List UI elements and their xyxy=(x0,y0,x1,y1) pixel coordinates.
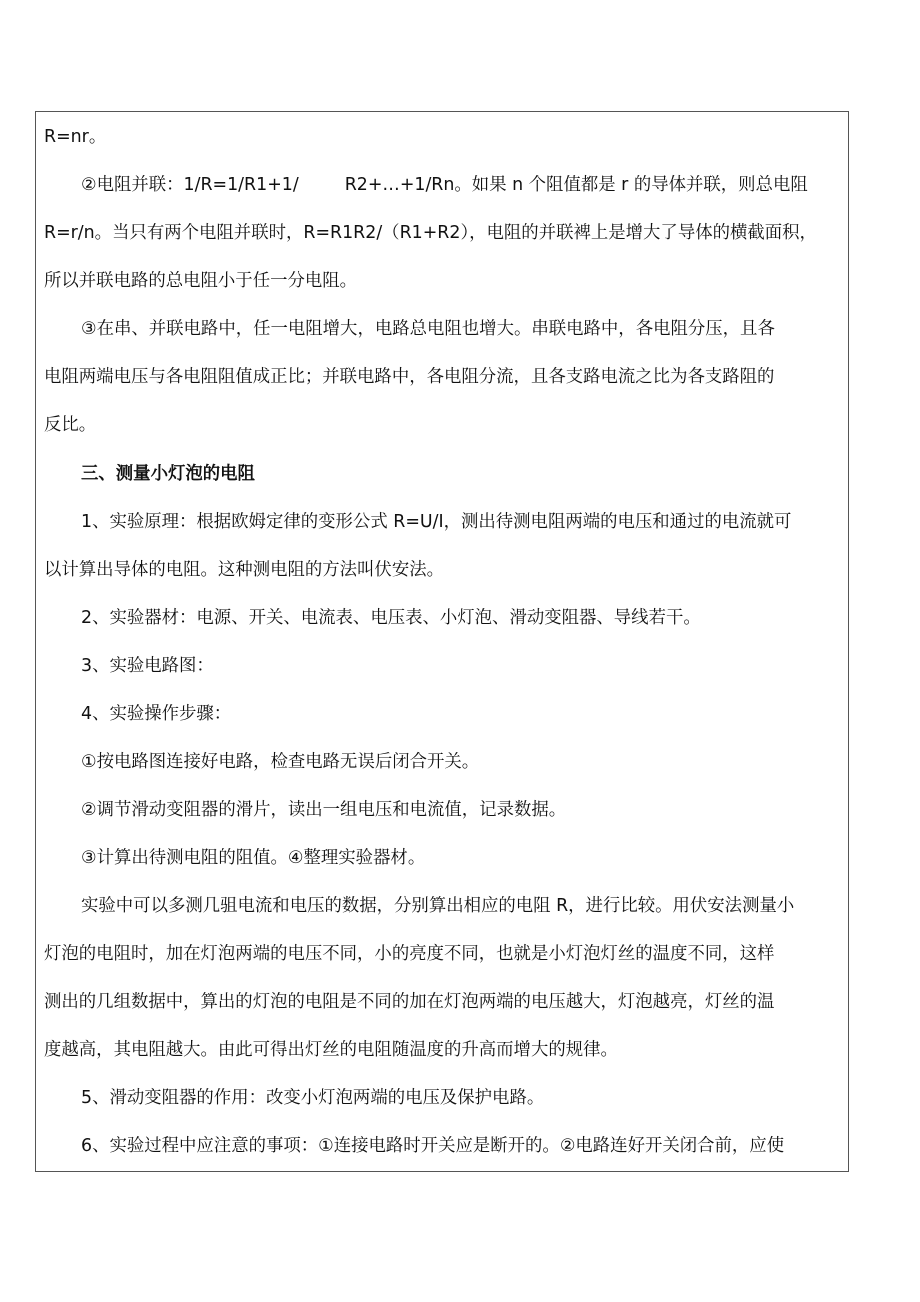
text-line: ②调节滑动变阻器的滑片，读出一组电压和电流值，记录数据。 xyxy=(81,800,567,820)
text-line: ③计算出待测电阻的阻值。④整理实验器材。 xyxy=(81,848,426,868)
text-line: 以计算出导体的电阻。这种测电阻的方法叫伏安法。 xyxy=(44,560,444,580)
text-fragment: ②电阻并联：1/R=1/R1+1/ xyxy=(81,175,299,195)
text-line: R=r/n。当只有两个电阻并联时，R=R1R2/（R1+R2），电阻的并联裨上是增大了导体的横截面积， xyxy=(44,223,817,243)
text-line: ③在串、并联电路中，任一电阻增大，电路总电阻也增大。串联电路中，各电阻分压，且各 xyxy=(81,319,775,339)
text-line: ①按电路图连接好电路，检查电路无误后闭合开关。 xyxy=(81,752,480,772)
text-line: 灯泡的电阻时，加在灯泡两端的电压不同，小的亮度不同，也就是小灯泡灯丝的温度不同，这样 xyxy=(44,944,775,964)
section-heading: 三、测量小灯泡的电阻 xyxy=(81,464,255,484)
text-line: 反比。 xyxy=(44,415,97,435)
text-line: 2、实验器材：电源、开关、电流表、电压表、小灯泡、滑动变阻器、导线若干。 xyxy=(81,608,701,628)
text-line: 度越高，其电阻越大。由此可得出灯丝的电阻随温度的升高而增大的规律。 xyxy=(44,1040,618,1060)
document-frame xyxy=(35,111,849,1172)
text-line: 4、实验操作步骤： xyxy=(81,704,232,724)
text-line: 所以并联电路的总电阻小于任一分电阻。 xyxy=(44,271,358,291)
text-line: 6、实验过程中应注意的事项：①连接电路时开关应是断开的。②电路连好开关闭合前，应使 xyxy=(81,1136,785,1156)
text-line: 1、实验原理：根据欧姆定律的变形公式 R=U/I，测出待测电阻两端的电压和通过的电流就可 xyxy=(81,512,792,532)
text-line: 电阻两端电压与各电阻阻值成正比；并联电路中，各电阻分流，且各支路电流之比为各支路阻的 xyxy=(44,367,775,387)
text-line: R=nr。 xyxy=(44,127,107,147)
text-line: 3、实验电路图： xyxy=(81,656,214,676)
text-line: 测出的几组数据中，算出的灯泡的电阻是不同的加在灯泡两端的电压越大，灯泡越亮，灯丝的温 xyxy=(44,992,775,1012)
text-line: 5、滑动变阻器的作用：改变小灯泡两端的电压及保护电路。 xyxy=(81,1088,545,1108)
parallel-resistance-line xyxy=(81,173,808,197)
text-line: 实验中可以多测几驵电流和电压的数据，分别算出相应的电阻 R，进行比较。用伏安法测量小 xyxy=(81,896,795,916)
text-fragment: R2+…+1/Rn。如果 n 个阻值都是 r 的导体并联，则总电阻 xyxy=(344,175,808,195)
